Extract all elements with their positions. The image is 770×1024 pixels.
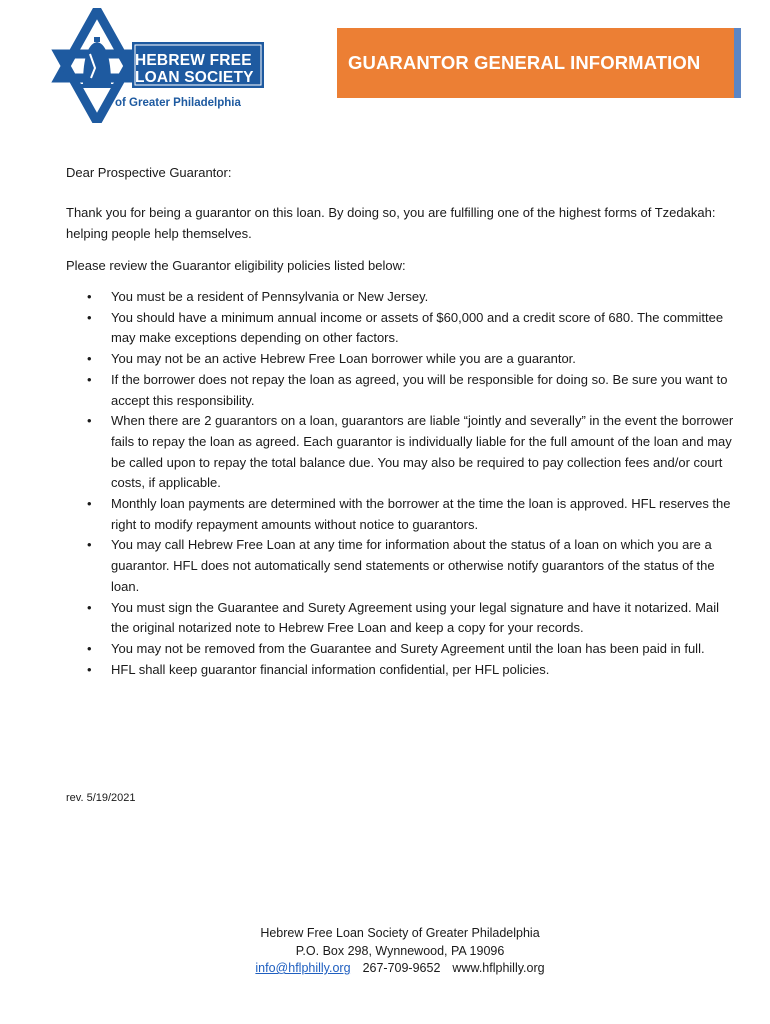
policy-item: • When there are 2 guarantors on a loan, guarantors are liable “jointly and severally” in the event the borrower fails to repay the loan as agreed. Each guarantor is individually liable for the full amount of the loan and may be called upon to repay the total balance due. You may also be required to pay collection fees and/or court costs, if applicable. xyxy=(84,411,734,494)
footer-contact xyxy=(0,925,770,978)
policy-item: • You should have a minimum annual income or assets of $60,000 and a credit score of 680. The committee may make exceptions depending on other factors. xyxy=(84,308,734,349)
footer-address: P.O. Box 298, Wynnewood, PA 19096 xyxy=(295,943,505,958)
footer-contact-line xyxy=(0,960,770,978)
policy-item: • You must sign the Guarantee and Surety Agreement using your legal signature and have it notarized. Mail the original notarized note to Hebrew Free Loan and keep a copy for your records. xyxy=(84,598,734,639)
policy-item: • If the borrower does not repay the loan as agreed, you will be responsible for doing so. Be sure you want to accept this responsibility. xyxy=(84,370,734,411)
footer-org-name: Hebrew Free Loan Society of Greater Philadelphia xyxy=(260,926,540,940)
revision-date: rev. 5/19/2021 xyxy=(66,792,136,804)
salutation: Dear Prospective Guarantor: xyxy=(66,165,232,180)
email-link[interactable]: info@hflphilly.org xyxy=(255,961,351,975)
policy-item: • HFL shall keep guarantor financial information confidential, per HFL policies. xyxy=(84,660,734,681)
logo-tagline: of Greater Philadelphia xyxy=(115,97,241,109)
organization-logo xyxy=(50,8,290,123)
policy-item: • Monthly loan payments are determined with the borrower at the time the loan is approved. HFL reserves the right to modify repayment amounts without notice to guarantors. xyxy=(84,494,734,535)
intro-paragraph: Thank you for being a guarantor on this loan. By doing so, you are fulfilling one of the highest forms of Tzedakah: helping people help themselves. xyxy=(66,205,716,241)
logo-line-1: HEBREW FREE xyxy=(135,52,252,69)
policy-item: • You may not be removed from the Guarantee and Surety Agreement until the loan has been paid in full. xyxy=(84,639,734,660)
footer-website: www.hflphilly.org xyxy=(452,961,545,975)
eligibility-policy-list xyxy=(84,287,734,680)
banner-accent-edge xyxy=(734,28,741,98)
liberty-bell-icon xyxy=(80,37,114,88)
logo-line-2: LOAN SOCIETY xyxy=(135,69,254,86)
policy-item: • You may call Hebrew Free Loan at any time for information about the status of a loan on which you are a guarantor. HFL does not automatically send statements or otherwise notify guarantors of the status of the loan. xyxy=(84,535,734,597)
policy-item: • You must be a resident of Pennsylvania or New Jersey. xyxy=(84,287,734,308)
page-title-banner xyxy=(337,28,734,98)
footer-phone: 267-709-9652 xyxy=(362,961,441,975)
policy-item: • You may not be an active Hebrew Free Loan borrower while you are a guarantor. xyxy=(84,349,734,370)
page-title: GUARANTOR GENERAL INFORMATION xyxy=(348,52,701,73)
review-prompt: Please review the Guarantor eligibility policies listed below: xyxy=(66,258,406,273)
